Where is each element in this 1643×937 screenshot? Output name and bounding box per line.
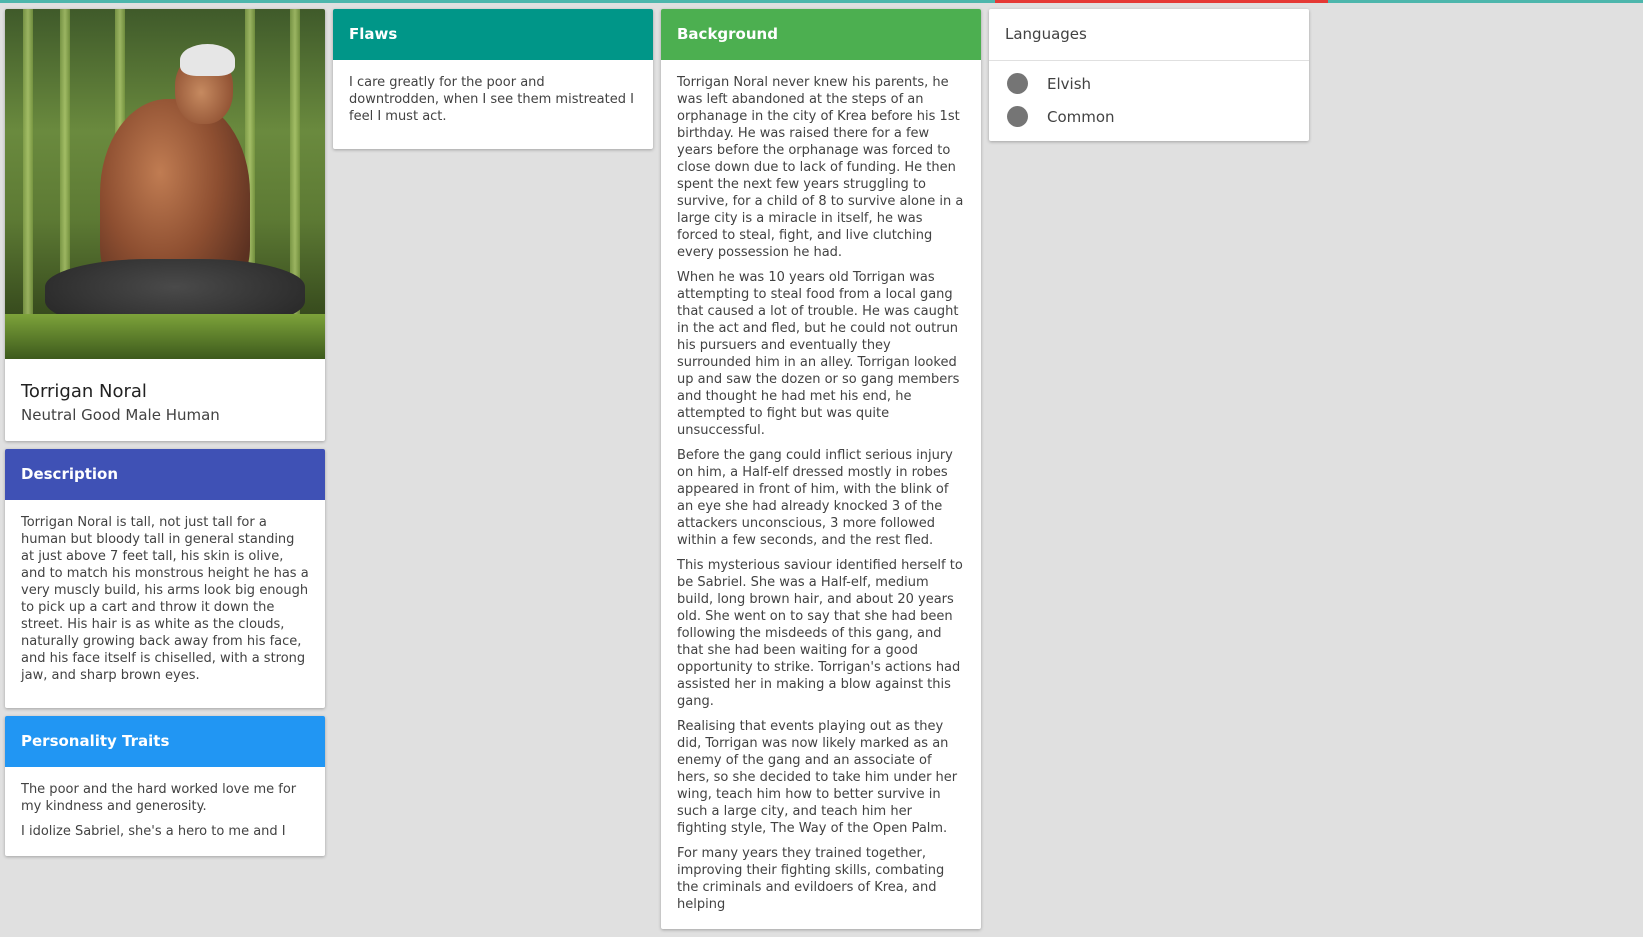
languages-header: Languages (989, 9, 1309, 61)
background-header: Background (661, 9, 981, 60)
background-paragraph: Before the gang could inflict serious injury on him, a Half-elf dressed mostly in robes appeared in front of him, with the blink of an eye she had already knocked 3 of the attackers unconscious, 3 more followed within a few seconds, and the rest fled. (677, 448, 953, 548)
top-progress-bar (0, 0, 1643, 3)
description-header: Description (5, 449, 325, 500)
background-paragraph: Realising that events playing out as they did, Torrigan was now likely marked as an enemy of the gang and an associate of hers, so she decided to take him under her wing, teach him how to better survive in such a large city, and teach him her fighting style, The Way of the Open Palm. (677, 719, 958, 836)
language-label: Common (1047, 107, 1115, 126)
languages-card (989, 9, 1309, 141)
column-flaws (333, 9, 653, 157)
background-paragraph: Torrigan Noral never knew his parents, he was left abandoned at the steps of an orphanage in the city of Krea before his 1st birthday. He was raised there for a few years before the orphanage was forced to close down due to lack of funding. He then spent the next few years struggling to survive, for a child of 8 to survive alone in a large city is a miracle in itself, he was forced to steal, fight, and live clutching every possession he had. (677, 75, 964, 260)
background-paragraph: This mysterious saviour identified herself to be Sabriel. She was a Half-elf, medium build, long brown hair, and about 20 years old. She went on to say that she had been following the misdeeds of this gang, and that she had been waiting for a good opportunity to strike. Torrigan's actions had assisted her in making a blow against this gang. (677, 558, 963, 709)
character-name: Torrigan Noral (21, 381, 147, 402)
trait-item: The poor and the hard worked love me for my kindness and generosity. (21, 782, 297, 814)
language-item (989, 100, 1309, 133)
description-text: Torrigan Noral is tall, not just tall for a human but bloody tall in general standing at just above 7 feet tall, his skin is olive, and to match his monstrous height he has a very muscly build, his arms look big enough to pick up a cart and throw it down the street. His hair is as white as the clouds, naturally growing back away from his face, and his face itself is chiselled, with a strong jaw, and sharp brown eyes. (21, 515, 309, 683)
personality-traits-card (5, 716, 325, 856)
top-progress-accent (995, 0, 1328, 3)
flaws-text: I care greatly for the poor and downtrodden, when I see them mistreated I feel I must act. (349, 75, 634, 124)
background-paragraph: When he was 10 years old Torrigan was attempting to steal food from a local gang that caused a lot of trouble. He was caught in the act and fled, but he could not outrun his pursuers and eventually they surrounded him in an alley. Torrigan looked up and saw the dozen or so gang members and thought he had met his end, he attempted to fight but was quite unsuccessful. (677, 270, 960, 438)
bullet-icon (1007, 106, 1028, 127)
column-background (661, 9, 981, 937)
character-subtitle: Neutral Good Male Human (21, 406, 220, 424)
character-card (5, 9, 325, 441)
language-label: Elvish (1047, 74, 1092, 93)
personality-traits-header: Personality Traits (5, 716, 325, 767)
trait-item: I idolize Sabriel, she's a hero to me and I (21, 824, 286, 839)
background-paragraph: For many years they trained together, improving their fighting skills, combating the criminals and evildoers of Krea, and helping (677, 846, 945, 912)
background-card (661, 9, 981, 929)
flaws-header: Flaws (333, 9, 653, 60)
description-card (5, 449, 325, 708)
column-left (5, 9, 325, 864)
language-item (989, 67, 1309, 100)
character-portrait-image (5, 9, 325, 359)
column-languages (989, 9, 1309, 149)
flaws-card (333, 9, 653, 149)
bullet-icon (1007, 73, 1028, 94)
languages-list (989, 61, 1309, 141)
